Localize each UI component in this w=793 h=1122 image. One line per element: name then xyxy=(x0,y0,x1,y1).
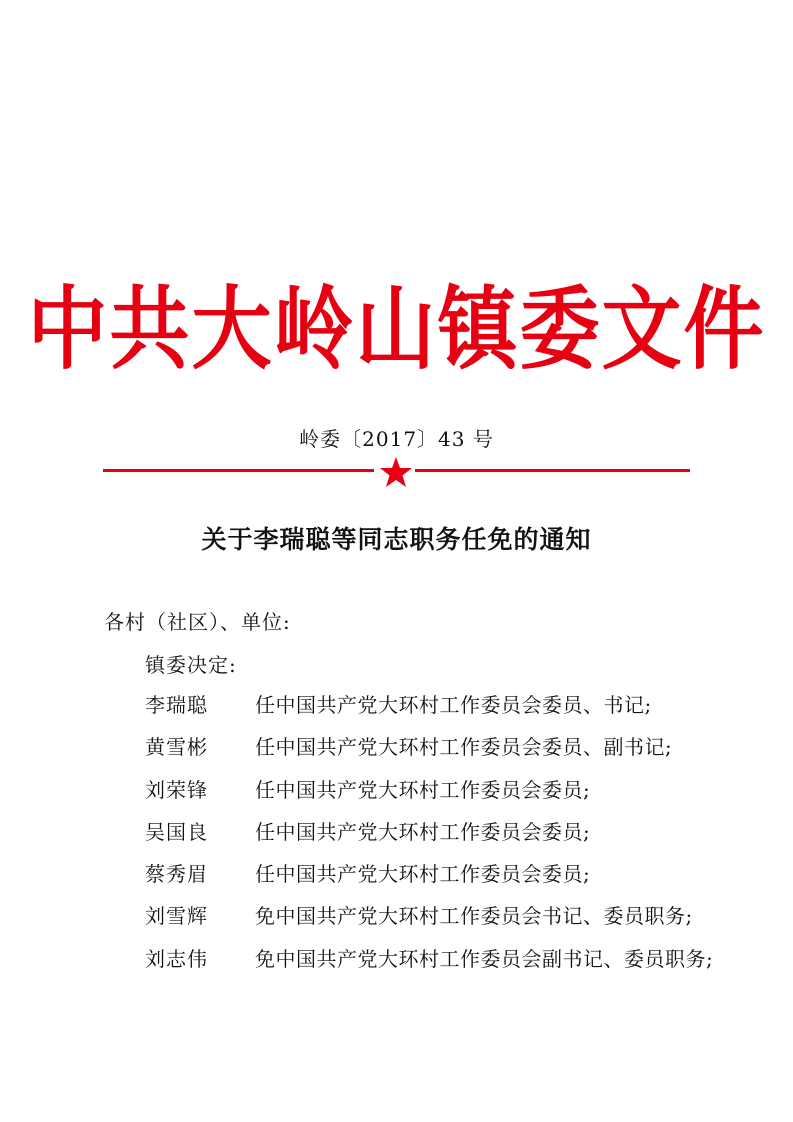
duty-text: 免中国共产党大环村工作委员会书记、委员职务; xyxy=(255,904,693,929)
person-name: 蔡秀眉 xyxy=(145,862,208,887)
appointment-row xyxy=(145,690,745,732)
star-icon xyxy=(379,455,413,489)
red-divider-left xyxy=(103,469,374,472)
appointment-row xyxy=(145,901,745,943)
document-number: 岭委〔2017〕43 号 xyxy=(299,427,494,451)
person-name: 李瑞聪 xyxy=(145,693,208,717)
duty-text: 免中国共产党大环村工作委员会副书记、委员职务; xyxy=(255,946,714,971)
person-name: 黄雪彬 xyxy=(145,735,208,760)
person-name: 刘志伟 xyxy=(145,946,208,971)
salutation: 各村（社区）、单位: xyxy=(104,610,291,634)
appointment-row xyxy=(145,732,745,774)
appointment-row xyxy=(145,817,745,859)
person-name: 刘雪辉 xyxy=(145,904,208,929)
appointment-row xyxy=(145,944,745,986)
appointment-row xyxy=(145,859,745,901)
masthead-title: 中共大岭山镇委文件 xyxy=(27,276,766,382)
duty-text: 任中国共产党大环村工作委员会委员、副书记; xyxy=(255,735,673,760)
notice-title: 关于李瑞聪等同志职务任免的通知 xyxy=(201,525,592,554)
red-divider-right xyxy=(415,469,690,472)
appointment-list xyxy=(145,690,745,986)
person-name: 刘荣锋 xyxy=(145,777,208,802)
duty-text: 任中国共产党大环村工作委员会委员; xyxy=(255,819,591,844)
duty-text: 任中国共产党大环村工作委员会委员、书记; xyxy=(255,693,652,717)
duty-text: 任中国共产党大环村工作委员会委员; xyxy=(255,777,591,802)
duty-text: 任中国共产党大环村工作委员会委员; xyxy=(255,862,591,887)
person-name: 吴国良 xyxy=(145,819,208,844)
decision-intro: 镇委决定: xyxy=(145,653,237,677)
appointment-row xyxy=(145,775,745,817)
